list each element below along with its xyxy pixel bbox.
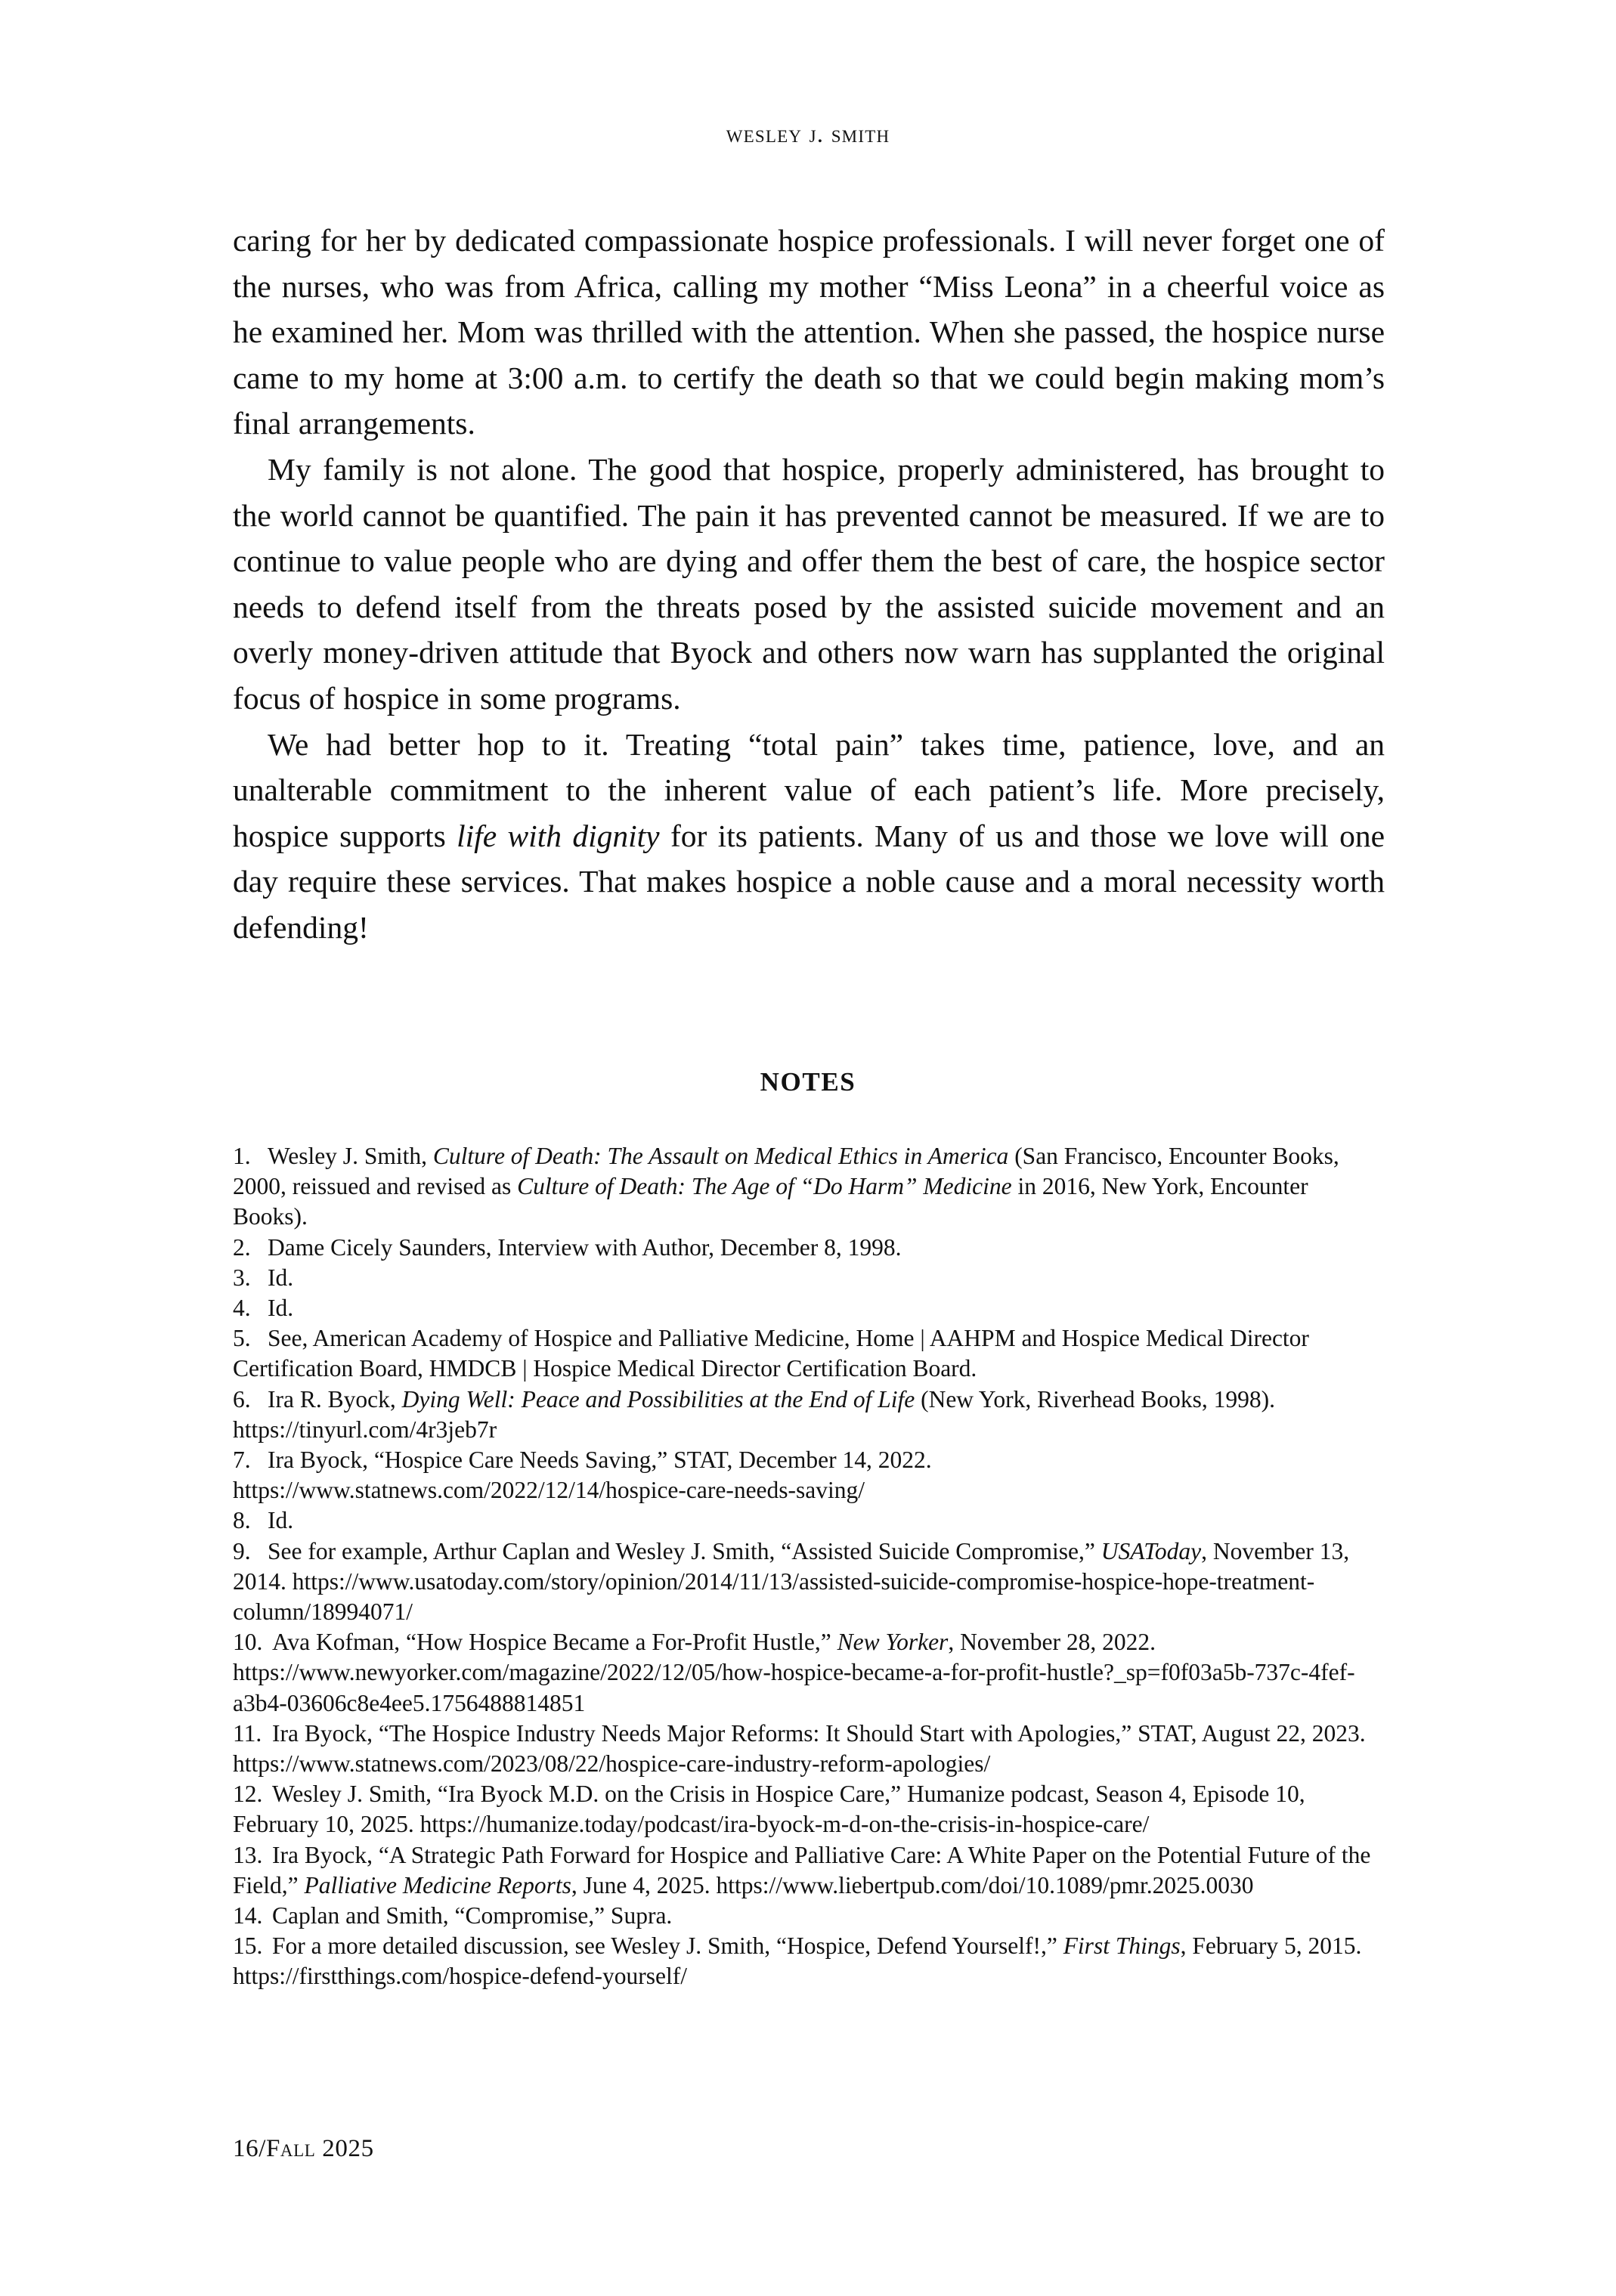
note-text: , February 5, 2015. https://firstthings.com/hospice-defend-yourself/ (233, 1932, 1362, 1990)
paragraph-we-had-better (233, 722, 1385, 951)
emphasis-life-with-dignity: life with dignity (457, 818, 660, 853)
note-text: Wesley J. Smith, “Ira Byock M.D. on the Crisis in Hospice Care,” Humanize podcast, Season 4, Episode 10, February 10, 2025. https://humanize.today/podcast/ira-byock-m-d-on-the-crisis-in-hospice-care/ (233, 1781, 1305, 1838)
running-head (0, 121, 1616, 149)
paragraph-we-had-better-lead: We had better hop to it. Treating “total pain” takes time, patience, love, and an unalterable commitment to the inherent value of each patient’s life. More precisely, hospice supports (233, 726, 1385, 853)
note-text: in 2016, New York, Encounter Books). (233, 1173, 1308, 1230)
notes-heading (0, 1067, 1616, 1097)
note-text: Dame Cicely Saunders, Interview with Author, December 8, 1998. (268, 1233, 902, 1261)
note-text: For a more detailed discussion, see Wesley J. Smith, “Hospice, Defend Yourself!,” (272, 1932, 1063, 1960)
note-item (233, 1293, 1385, 1323)
note-item (233, 1445, 1385, 1505)
page-footer-text: 16/Fall 2025 (233, 2135, 374, 2162)
note-text: Caplan and Smith, “Compromise,” Supra. (272, 1902, 673, 1929)
body-text-block (233, 218, 1385, 951)
note-title-italic: Palliative Medicine Reports (304, 1871, 571, 1898)
note-item (233, 1536, 1385, 1628)
running-head-text: wesley j. smith (726, 121, 890, 148)
note-text: Ava Kofman, “How Hospice Became a For-Profit Hustle,” (272, 1629, 837, 1656)
note-number: 8. (233, 1507, 251, 1534)
paragraph-we-had-better-tail: for its patients. Many of us and those we love will one day require these services. That makes hospice a noble cause and a moral necessity worth defending! (233, 818, 1385, 945)
note-number: 7. (233, 1447, 251, 1474)
note-number: 3. (233, 1264, 251, 1291)
note-item (233, 1263, 1385, 1293)
paragraph-my-family (233, 447, 1385, 722)
note-number: 9. (233, 1537, 251, 1564)
note-text: Wesley J. Smith, (268, 1143, 433, 1169)
note-item (233, 1901, 1385, 1931)
note-text: Ira Byock, “A Strategic Path Forward for Hospice and Palliative Care: A White Paper on the Potential Future of the Field,” (233, 1841, 1371, 1898)
paragraph-continued-text: caring for her by dedicated compassionate hospice professionals. I will never forget one of the nurses, who was from Africa, calling my mother “Miss Leona” in a cheerful voice as he examined her. Mom was thrilled with the attention. When she passed, the hospice nurse came to my home at 3:00 a.m. to certify the death so that we could begin making mom’s final arrangements. (233, 223, 1385, 441)
note-text: See for example, Arthur Caplan and Wesley J. Smith, “Assisted Suicide Compromise,” (268, 1537, 1101, 1564)
note-item (233, 1141, 1385, 1233)
note-text: (San Francisco, Encounter Books, 2000, reissued and revised as (233, 1143, 1339, 1200)
note-text: Id. (268, 1295, 294, 1322)
note-number: 5. (233, 1325, 251, 1352)
note-text: , November 28, 2022. https://www.newyorker.com/magazine/2022/12/05/how-hospice-became-a-for-profit-hustle?_sp=f0f03a5b-737c-4fef-a3b4-03606c8e4ee5.1756488814851 (233, 1629, 1355, 1716)
note-item (233, 1627, 1385, 1719)
note-number: 2. (233, 1233, 251, 1261)
note-title-italic: Dying Well: Peace and Possibilities at the End of Life (401, 1385, 915, 1413)
note-text: Id. (268, 1264, 294, 1291)
note-item (233, 1931, 1385, 1991)
note-text: , November 13, 2014. https://www.usatoday.com/story/opinion/2014/11/13/assisted-suicide-compromise-hospice-hope-treatment-column/18994071/ (233, 1537, 1350, 1626)
note-number: 15. (233, 1932, 263, 1960)
note-number: 14. (233, 1902, 263, 1929)
note-item (233, 1719, 1385, 1779)
note-number: 13. (233, 1841, 263, 1868)
paragraph-continued (233, 218, 1385, 447)
note-item (233, 1840, 1385, 1901)
note-text: Ira R. Byock, (268, 1385, 402, 1413)
note-text: (New York, Riverhead Books, 1998). https://tinyurl.com/4r3jeb7r (233, 1385, 1276, 1443)
notes-heading-text: NOTES (760, 1067, 856, 1097)
note-number: 12. (233, 1781, 263, 1808)
note-text: Id. (268, 1507, 294, 1534)
note-text: Ira Byock, “Hospice Care Needs Saving,” STAT, December 14, 2022. https://www.statnews.com/2022/12/14/hospice-care-needs-saving/ (233, 1447, 932, 1504)
note-title-italic: Culture of Death: The Assault on Medical Ethics in America (432, 1143, 1009, 1169)
note-number: 6. (233, 1385, 251, 1413)
note-item (233, 1779, 1385, 1840)
note-number: 11. (233, 1719, 262, 1747)
note-text: , June 4, 2025. https://www.liebertpub.com/doi/10.1089/pmr.2025.0030 (571, 1871, 1254, 1898)
note-number: 4. (233, 1295, 251, 1322)
note-number: 1. (233, 1143, 251, 1169)
note-text: Ira Byock, “The Hospice Industry Needs Major Reforms: It Should Start with Apologies,” STAT, August 22, 2023. https://www.statnews.com/2023/08/22/hospice-care-industry-reform-apologies/ (233, 1719, 1366, 1778)
note-title-italic: New Yorker (837, 1629, 949, 1656)
note-number: 10. (233, 1629, 263, 1656)
page-footer (233, 2135, 374, 2163)
note-title-italic: First Things (1063, 1932, 1181, 1960)
note-item (233, 1505, 1385, 1536)
notes-list (233, 1141, 1385, 1992)
note-title-italic: Culture of Death: The Age of “Do Harm” Medicine (517, 1173, 1012, 1200)
note-item (233, 1385, 1385, 1445)
note-item (233, 1323, 1385, 1384)
note-item (233, 1233, 1385, 1263)
paragraph-my-family-text: My family is not alone. The good that hospice, properly administered, has brought to the world cannot be quantified. The pain it has prevented cannot be measured. If we are to continue to value people who are dying and offer them the best of care, the hospice sector needs to defend itself from the threats posed by the assisted suicide movement and an overly money-driven attitude that Byock and others now warn has supplanted the original focus of hospice in some programs. (233, 451, 1385, 716)
note-title-italic: USAToday (1101, 1537, 1202, 1564)
note-text: See, American Academy of Hospice and Palliative Medicine, Home | AAHPM and Hospice Medical Director Certification Board, HMDCB | Hospice Medical Director Certification Board. (233, 1325, 1309, 1382)
